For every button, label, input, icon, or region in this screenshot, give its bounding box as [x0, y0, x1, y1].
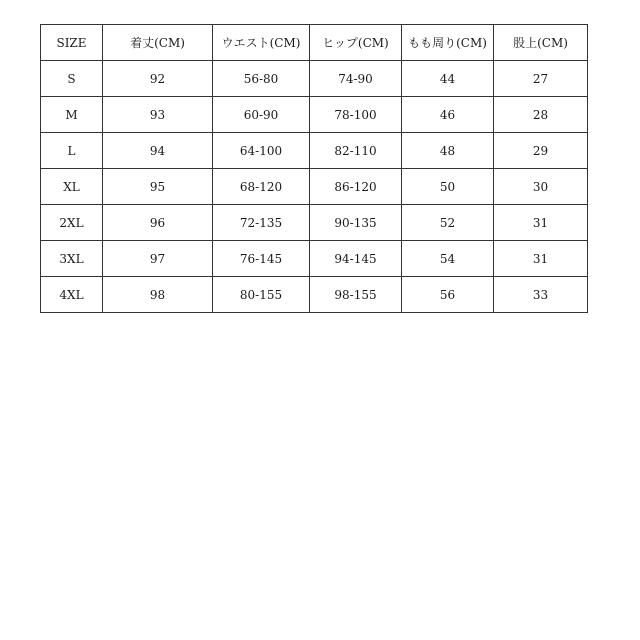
table-row	[41, 277, 588, 313]
table-row	[41, 241, 588, 277]
hip-cell: 86-120	[310, 169, 402, 205]
rise-cell: 33	[494, 277, 588, 313]
thigh-cell: 54	[402, 241, 494, 277]
thigh-cell: 52	[402, 205, 494, 241]
table-row	[41, 133, 588, 169]
table-row	[41, 169, 588, 205]
rise-cell: 28	[494, 97, 588, 133]
size-cell: L	[41, 133, 103, 169]
hip-cell: 78-100	[310, 97, 402, 133]
size-cell: 3XL	[41, 241, 103, 277]
thigh-cell: 50	[402, 169, 494, 205]
size-chart-table	[40, 24, 588, 313]
hip-cell: 82-110	[310, 133, 402, 169]
length-cell: 93	[103, 97, 213, 133]
header-row	[41, 25, 588, 61]
length-cell: 92	[103, 61, 213, 97]
length-cell: 98	[103, 277, 213, 313]
waist-cell: 60-90	[213, 97, 310, 133]
rise-cell: 30	[494, 169, 588, 205]
header-hip: ヒップ(CM)	[310, 25, 402, 61]
header-rise: 股上(CM)	[494, 25, 588, 61]
rise-cell: 27	[494, 61, 588, 97]
waist-cell: 80-155	[213, 277, 310, 313]
waist-cell: 68-120	[213, 169, 310, 205]
waist-cell: 64-100	[213, 133, 310, 169]
rise-cell: 29	[494, 133, 588, 169]
size-chart-body	[41, 61, 588, 313]
hip-cell: 74-90	[310, 61, 402, 97]
rise-cell: 31	[494, 241, 588, 277]
header-thigh: もも周り(CM)	[402, 25, 494, 61]
size-chart-header	[41, 25, 588, 61]
header-length: 着丈(CM)	[103, 25, 213, 61]
thigh-cell: 44	[402, 61, 494, 97]
size-cell: 2XL	[41, 205, 103, 241]
header-size: SIZE	[41, 25, 103, 61]
length-cell: 96	[103, 205, 213, 241]
rise-cell: 31	[494, 205, 588, 241]
thigh-cell: 56	[402, 277, 494, 313]
header-waist: ウエスト(CM)	[213, 25, 310, 61]
waist-cell: 76-145	[213, 241, 310, 277]
table-row	[41, 205, 588, 241]
size-cell: 4XL	[41, 277, 103, 313]
hip-cell: 98-155	[310, 277, 402, 313]
thigh-cell: 46	[402, 97, 494, 133]
length-cell: 95	[103, 169, 213, 205]
waist-cell: 72-135	[213, 205, 310, 241]
size-cell: S	[41, 61, 103, 97]
waist-cell: 56-80	[213, 61, 310, 97]
length-cell: 97	[103, 241, 213, 277]
table-row	[41, 97, 588, 133]
table-row	[41, 61, 588, 97]
hip-cell: 94-145	[310, 241, 402, 277]
size-cell: M	[41, 97, 103, 133]
hip-cell: 90-135	[310, 205, 402, 241]
length-cell: 94	[103, 133, 213, 169]
size-cell: XL	[41, 169, 103, 205]
thigh-cell: 48	[402, 133, 494, 169]
